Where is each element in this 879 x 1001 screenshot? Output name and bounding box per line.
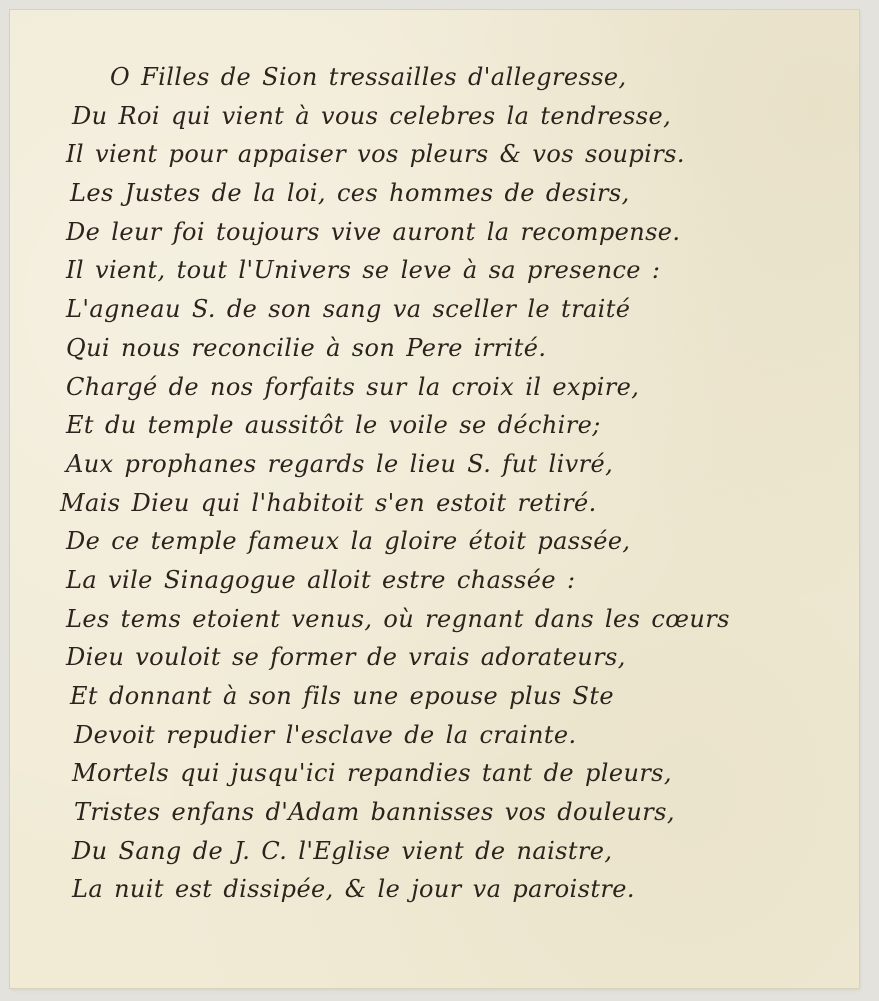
verse-line-13: De ce temple fameux la gloire étoit passée, xyxy=(66,527,631,556)
verse-line-21: Du Sang de J. C. l'Eglise vient de naistre, xyxy=(72,836,613,865)
verse-line-14: La vile Sinagogue alloit estre chassée : xyxy=(66,565,576,594)
verse-line-1: O Filles de Sion tressailles d'allegresse, xyxy=(110,63,627,91)
verse-line-20: Tristes enfans d'Adam bannisses vos douleurs, xyxy=(74,798,675,827)
poem-text xyxy=(60,58,850,909)
verse-line-3: Il vient pour appaiser vos pleurs & vos soupirs. xyxy=(66,140,685,169)
verse-line-16: Dieu vouloit se former de vrais adorateurs, xyxy=(66,643,626,672)
verse-line-5: De leur foi toujours vive auront la recompense. xyxy=(66,217,681,246)
verse-line-8: Qui nous reconcilie à son Pere irrité. xyxy=(66,333,547,362)
verse-line-22: La nuit est dissipée, & le jour va paroistre. xyxy=(72,875,635,904)
verse-line-12: Mais Dieu qui l'habitoit s'en estoit retiré. xyxy=(60,488,597,517)
verse-line-6: Il vient, tout l'Univers se leve à sa presence : xyxy=(66,256,661,285)
verse-line-7: L'agneau S. de son sang va sceller le traité xyxy=(66,295,631,324)
verse-line-10: Et du temple aussitôt le voile se déchire; xyxy=(66,411,601,440)
verse-line-9: Chargé de nos forfaits sur la croix il expire, xyxy=(66,372,640,401)
verse-line-15: Les tems etoient venus, où regnant dans les cœurs xyxy=(66,604,730,633)
verse-line-2: Du Roi qui vient à vous celebres la tendresse, xyxy=(72,101,672,130)
verse-line-19: Mortels qui jusqu'ici repandies tant de pleurs, xyxy=(72,759,672,788)
verse-line-18: Devoit repudier l'esclave de la crainte. xyxy=(74,720,577,749)
verse-line-17: Et donnant à son fils une epouse plus Ste xyxy=(70,682,615,710)
verse-line-4: Les Justes de la loi, ces hommes de desirs, xyxy=(70,179,630,208)
verse-line-11: Aux prophanes regards le lieu S. fut livré, xyxy=(66,449,614,478)
manuscript-page xyxy=(10,10,859,988)
